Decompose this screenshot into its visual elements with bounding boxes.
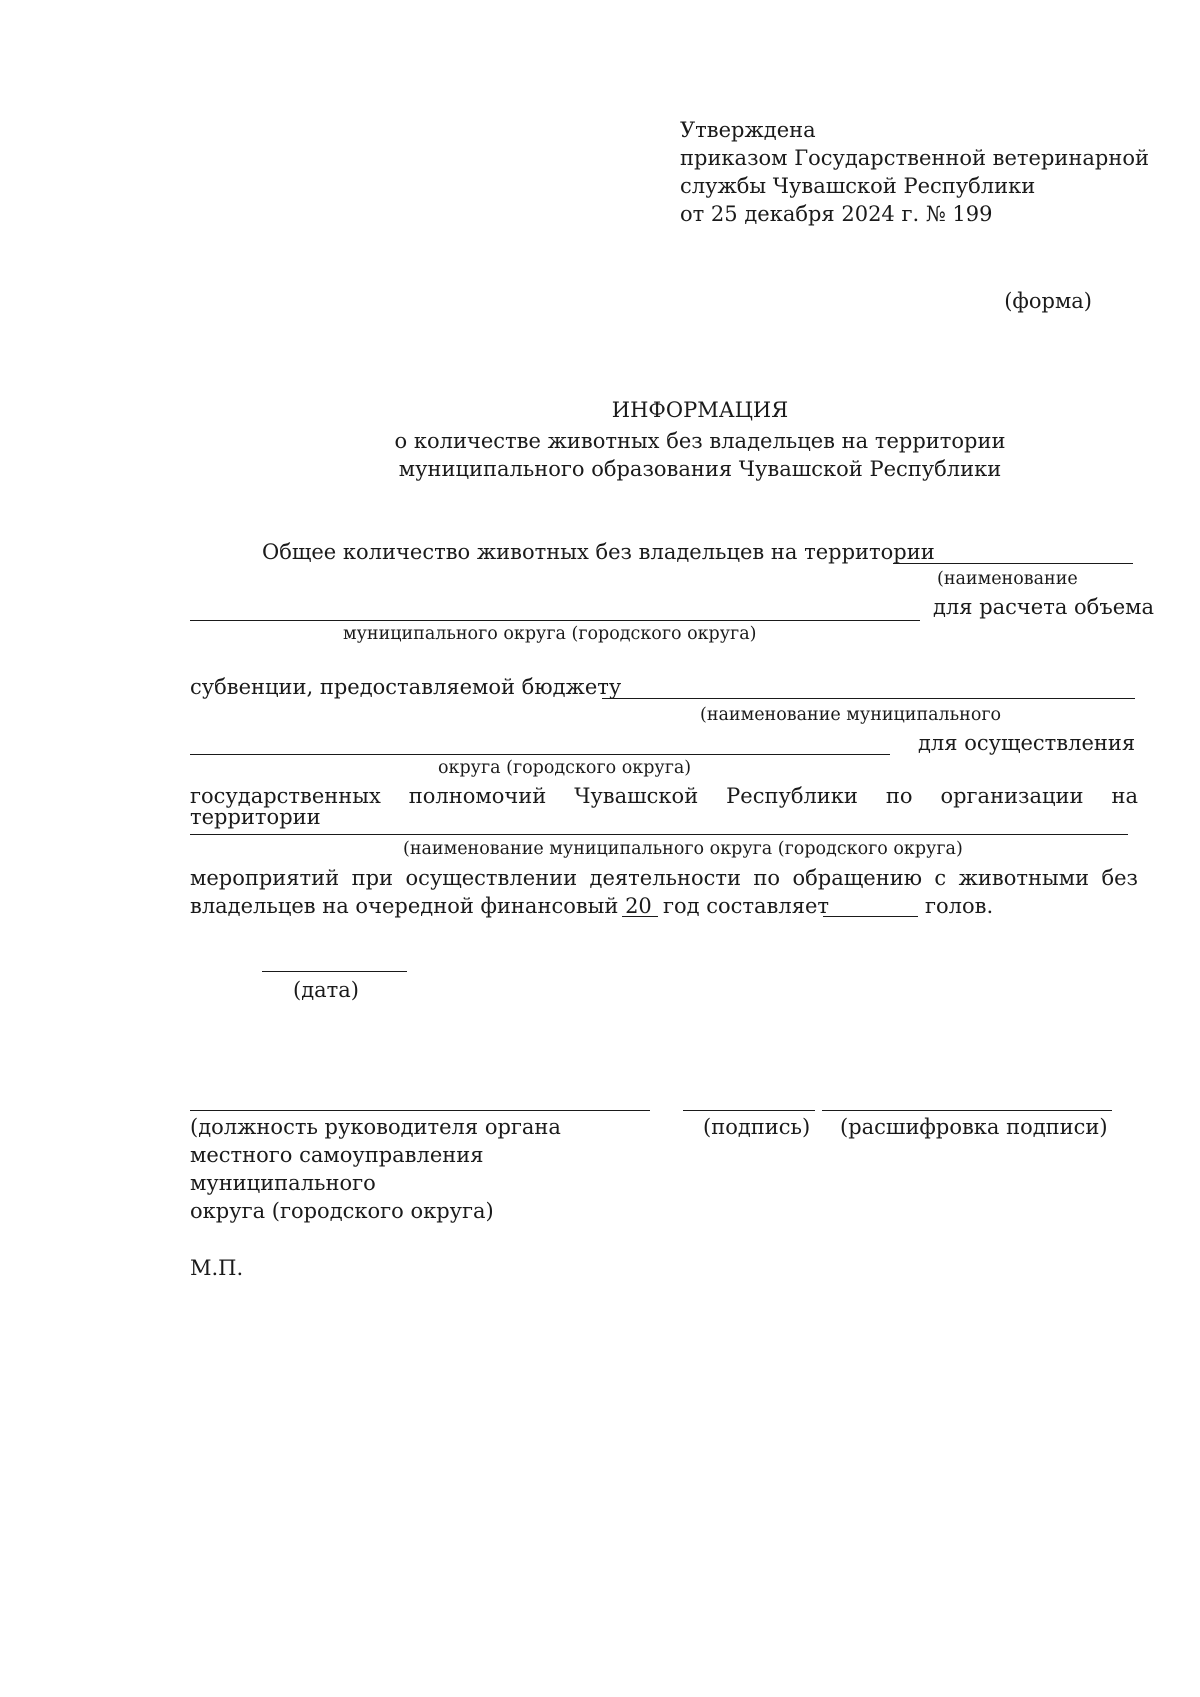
signature-decode-label: (расшифровка подписи)	[840, 1115, 1108, 1139]
paragraph-3: государственных полномочий Чувашской Республики по организации на территории	[190, 784, 1138, 829]
signature-label: (подпись)	[703, 1115, 811, 1139]
approval-line-4: от 25 декабря 2024 г. № 199	[680, 202, 993, 226]
approval-line-2: приказом Государственной ветеринарной	[680, 146, 1150, 170]
approval-line-1: Утверждена	[680, 118, 816, 142]
position-label-2: местного самоуправления	[190, 1143, 484, 1167]
position-label-1: (должность руководителя органа	[190, 1115, 561, 1139]
blank-count	[823, 916, 918, 917]
blank-district-name-3	[190, 834, 1128, 835]
paragraph-5-part-2: год составляет	[663, 894, 830, 918]
hint-name-1: (наименование	[937, 569, 1078, 589]
paragraph-5-part-1: владельцев на очередной финансовый 20	[190, 894, 652, 918]
hint-district-1: муниципального округа (городского округа)	[343, 624, 757, 644]
paragraph-2-continued: для осуществления	[918, 731, 1136, 755]
blank-budget-name	[602, 698, 1135, 699]
document-title: ИНФОРМАЦИЯ	[611, 398, 789, 422]
blank-territory-name	[893, 563, 1133, 564]
blank-signature-decode	[822, 1110, 1112, 1111]
blank-district-name-2	[190, 754, 890, 755]
document-subtitle-1: о количестве животных без владельцев на территории	[394, 429, 1006, 453]
blank-district-name-1	[190, 620, 920, 621]
blank-position	[190, 1110, 650, 1111]
date-label: (дата)	[293, 978, 359, 1002]
paragraph-1-continued: для расчета объема	[933, 595, 1154, 619]
approval-line-3: службы Чувашской Республики	[680, 174, 1036, 198]
position-label-4: округа (городского округа)	[190, 1199, 494, 1223]
blank-signature	[683, 1110, 815, 1111]
hint-name-2: (наименование муниципального	[700, 705, 1002, 725]
position-label-3: муниципального	[190, 1171, 376, 1195]
paragraph-1: Общее количество животных без владельцев на территории	[262, 540, 935, 564]
hint-district-2: округа (городского округа)	[438, 758, 692, 778]
hint-district-3: (наименование муниципального округа (городского округа)	[403, 839, 963, 859]
blank-date	[262, 971, 407, 972]
document-subtitle-2: муниципального образования Чувашской Республики	[398, 457, 1002, 481]
stamp-label: М.П.	[190, 1256, 244, 1280]
form-label: (форма)	[1004, 289, 1092, 313]
paragraph-5-part-3: голов.	[925, 894, 994, 918]
paragraph-4: мероприятий при осуществлении деятельности по обращению с животными без	[190, 866, 1138, 890]
paragraph-2: субвенции, предоставляемой бюджету	[190, 675, 622, 699]
blank-year	[622, 916, 658, 917]
